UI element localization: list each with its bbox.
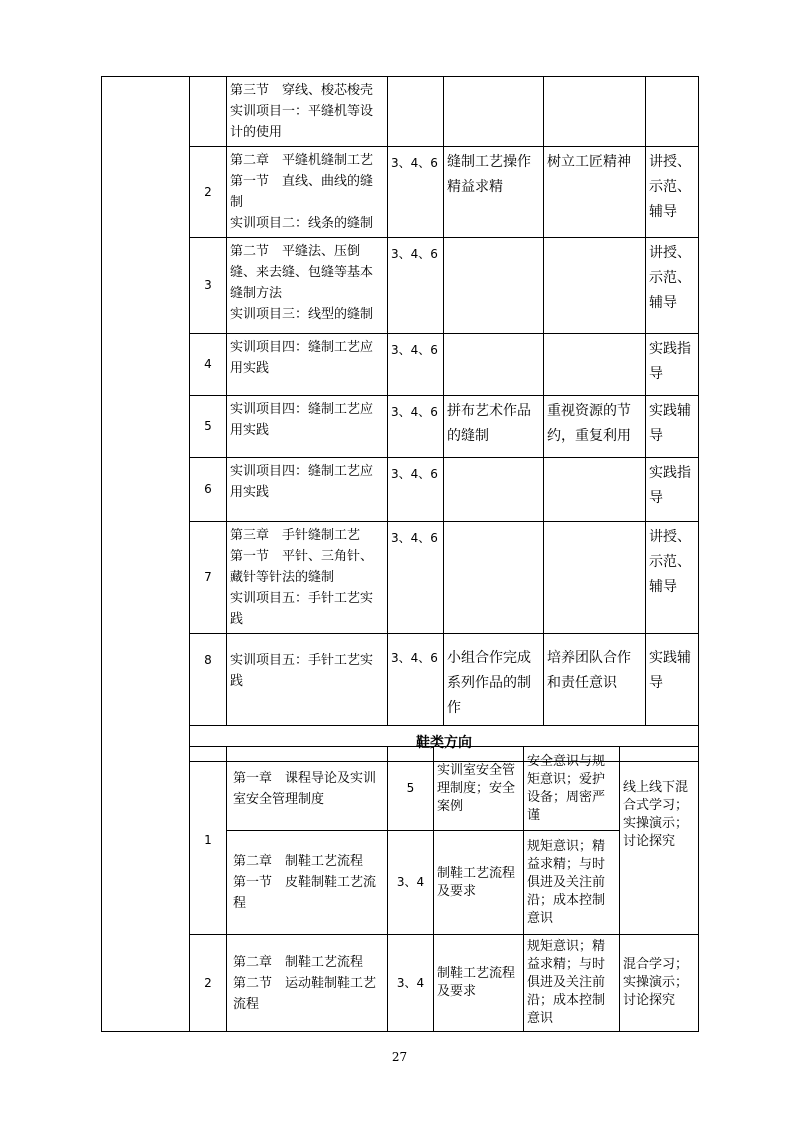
lesson-weeks: 3、4 [388,935,434,1032]
lesson-weeks: 3、4 [388,831,434,935]
lesson-ideology: 树立工匠精神 [544,147,646,238]
lesson-weeks: 5 [388,747,434,831]
table-row [190,147,699,238]
lesson-weeks: 3、4、6 [388,238,444,334]
lesson-ideology [544,77,646,147]
table-row [190,522,699,634]
lesson-task: 制鞋工艺流程及要求 [434,935,524,1032]
lesson-content: 实训项目四：缝制工艺应用实践 [227,334,388,396]
lesson-method: 混合学习；实操演示；讨论探究 [620,935,699,1032]
lesson-weeks: 3、4、6 [388,147,444,238]
lesson-task [444,458,544,522]
lesson-method: 讲授、示范、辅导 [646,147,699,238]
lesson-number: 2 [190,147,227,238]
lesson-method: 线上线下混合式学习；实操演示；讨论探究 [620,747,699,935]
lesson-number: 2 [190,935,227,1032]
lesson-ideology [544,334,646,396]
lesson-weeks [388,77,444,147]
table-row [190,334,699,396]
lesson-number: 3 [190,238,227,334]
table-row [190,935,699,1032]
lesson-task [444,77,544,147]
lesson-task: 制鞋工艺流程及要求 [434,831,524,935]
lesson-method: 实践指导 [646,334,699,396]
lesson-ideology: 规矩意识；精益求精；与时俱进及关注前沿；成本控制意识 [524,831,620,935]
sewing-schedule-table [189,76,699,762]
lesson-method: 讲授、示范、辅导 [646,238,699,334]
frame-left-line [101,76,102,1032]
lesson-ideology: 培养团队合作和责任意识 [544,634,646,726]
lesson-weeks: 3、4、6 [388,458,444,522]
lesson-weeks: 3、4、6 [388,396,444,458]
lesson-task: 实训室安全管理制度；安全案例 [434,747,524,831]
lesson-content: 实训项目四：缝制工艺应用实践 [227,396,388,458]
lesson-content: 第二章 平缝机缝制工艺 第一节 直线、曲线的缝制 实训项目二：线条的缝制 [227,147,388,238]
lesson-task [444,238,544,334]
lesson-weeks: 3、4、6 [388,334,444,396]
lesson-method: 实践指导 [646,458,699,522]
shoe-schedule-table [189,746,699,1032]
table-row [190,238,699,334]
lesson-content: 第二节 平缝法、压倒缝、来去缝、包缝等基本缝制方法 实训项目三：线型的缝制 [227,238,388,334]
table-row [190,458,699,522]
lesson-method: 讲授、示范、辅导 [646,522,699,634]
lesson-content: 实训项目四：缝制工艺应 用实践 [227,458,388,522]
lesson-content: 实训项目五：手针工艺实践 [227,634,388,726]
lesson-ideology [544,238,646,334]
lesson-task: 小组合作完成系列作品的制作 [444,634,544,726]
lesson-method: 实践辅导 [646,634,699,726]
lesson-task: 拼布艺术作品的缝制 [444,396,544,458]
lesson-number: 4 [190,334,227,396]
lesson-ideology: 规矩意识；精益求精；与时俱进及关注前沿；成本控制意识 [524,935,620,1032]
lesson-ideology [544,458,646,522]
lesson-number: 6 [190,458,227,522]
table-row [190,77,699,147]
lesson-weeks: 3、4、6 [388,522,444,634]
lesson-task [444,522,544,634]
lesson-content: 第三章 手针缝制工艺 第一节 平针、三角针、藏针等针法的缝制 实训项目五：手针工艺实践 [227,522,388,634]
lesson-method: 实践辅导 [646,396,699,458]
section-header: 鞋类方向 [190,726,699,762]
lesson-content: 第一章 课程导论及实训室安全管理制度 [227,747,388,831]
table-row [190,747,699,831]
lesson-ideology: 重视资源的节约，重复利用 [544,396,646,458]
lesson-number [190,77,227,147]
page-number: 27 [391,1050,408,1064]
lesson-weeks: 3、4、6 [388,634,444,726]
lesson-ideology [544,522,646,634]
lesson-content: 第二章 制鞋工艺流程 第一节 皮鞋制鞋工艺流程 [227,831,388,935]
lesson-content: 第二章 制鞋工艺流程 第二节 运动鞋制鞋工艺流程 [227,935,388,1032]
lesson-number: 1 [190,747,227,935]
lesson-task [444,334,544,396]
lesson-content: 第三节 穿线、梭芯梭壳 实训项目一：平缝机等设计的使用 [227,77,388,147]
lesson-number: 8 [190,634,227,726]
lesson-method [646,77,699,147]
lesson-ideology: 安全意识与规矩意识；爱护设备；周密严谨 [524,747,620,831]
table-row [190,634,699,726]
lesson-number: 7 [190,522,227,634]
lesson-number: 5 [190,396,227,458]
table-row [190,396,699,458]
lesson-task: 缝制工艺操作精益求精 [444,147,544,238]
